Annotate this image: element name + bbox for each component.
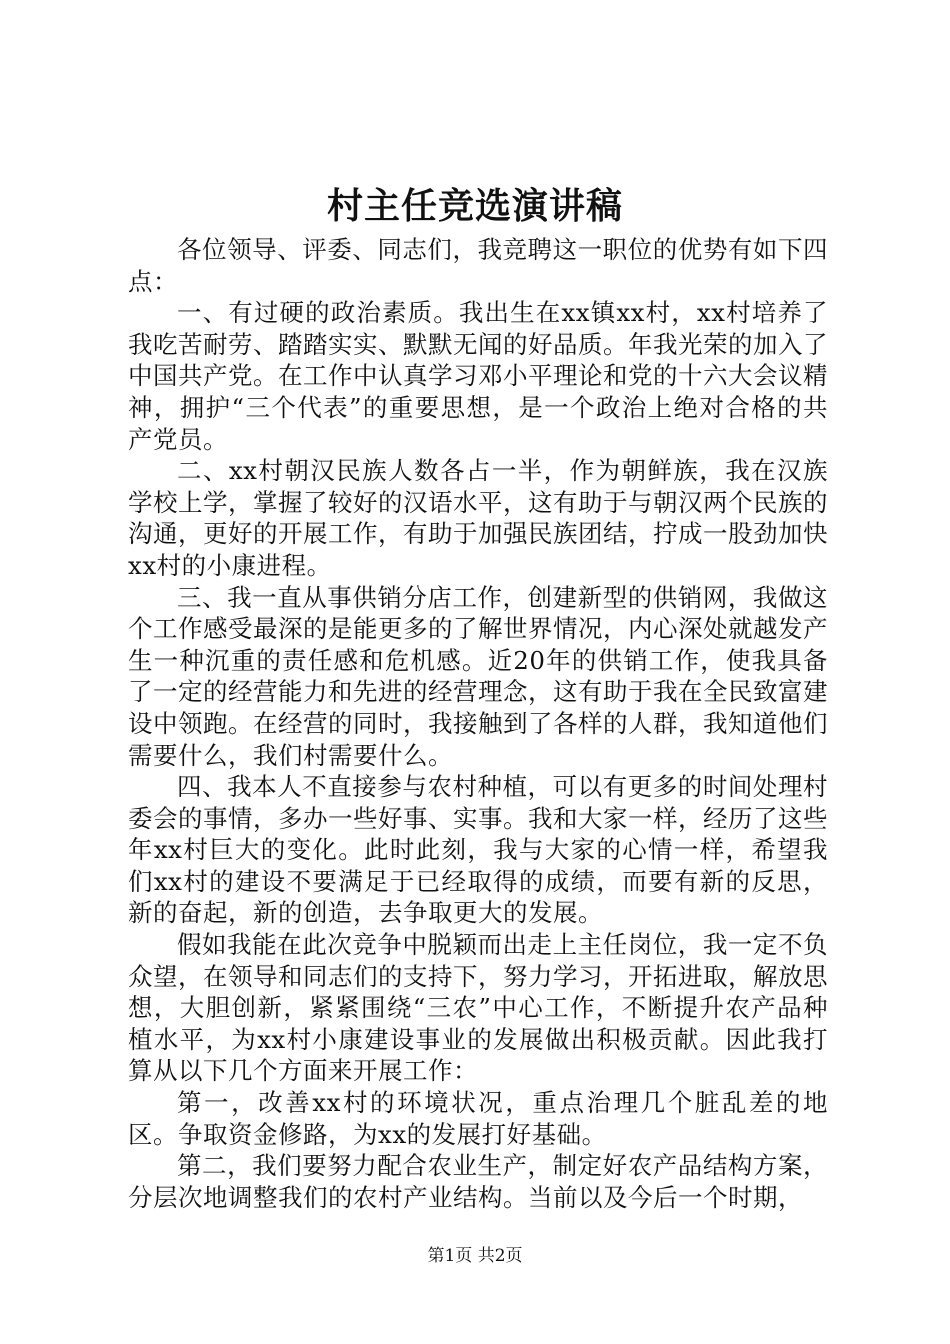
paragraph-plan-second: 第二，我们要努力配合农业生产，制定好农产品结构方案，分层次地调整我们的农村产业结构。当前以及今后一个时期， bbox=[128, 1151, 828, 1212]
page-number: 第1页 共2页 bbox=[427, 1246, 523, 1266]
paragraph-point-one: 一、有过硬的政治素质。我出生在xx镇xx村，xx村培养了我吃苦耐劳、踏踏实实、默默无闻的好品质。年我光荣的加入了中国共产党。在工作中认真学习邓小平理论和党的十六大会议精神，拥护“三个代表”的重要思想，是一个政治上绝对合格的共产党员。 bbox=[128, 298, 828, 454]
paragraph-plan-first: 第一，改善xx村的环境状况，重点治理几个脏乱差的地区。争取资金修路，为xx的发展打好基础。 bbox=[128, 1088, 828, 1149]
paragraph-pledge: 假如我能在此次竞争中脱颖而出走上主任岗位，我一定不负众望，在领导和同志们的支持下，努力学习，开拓进取，解放思想，大胆创新，紧紧围绕“三农”中心工作，不断提升农产品种植水平，为xx村小康建设事业的发展做出积极贡献。因此我打算从以下几个方面来开展工作： bbox=[128, 930, 828, 1086]
paragraph-point-two: 二、xx村朝汉民族人数各占一半，作为朝鲜族，我在汉族学校上学，掌握了较好的汉语水平，这有助于与朝汉两个民族的沟通，更好的开展工作，有助于加强民族团结，拧成一股劲加快xx村的小康进程。 bbox=[128, 456, 828, 580]
document-title: 村主任竞选演讲稿 bbox=[326, 185, 623, 227]
paragraph-point-three: 三、我一直从事供销分店工作，创建新型的供销网，我做这个工作感受最深的是能更多的了解世界情况，内心深处就越发产生一种沉重的责任感和危机感。近20年的供销工作，使我具备了一定的经营能力和先进的经营理念，这有助于我在全民致富建设中领跑。在经营的同时，我接触到了各样的人群，我知道他们需要什么，我们村需要什么。 bbox=[128, 582, 828, 770]
document-body bbox=[128, 234, 828, 1213]
paragraph-greeting: 各位领导、评委、同志们，我竞聘这一职位的优势有如下四点： bbox=[128, 235, 828, 296]
paragraph-point-four: 四、我本人不直接参与农村种植，可以有更多的时间处理村委会的事情，多办一些好事、实事。我和大家一样，经历了这些年xx村巨大的变化。此时此刻，我与大家的心情一样，希望我们xx村的建设不要满足于已经取得的成绩，而要有新的反思，新的奋起，新的创造，去争取更大的发展。 bbox=[128, 772, 828, 928]
